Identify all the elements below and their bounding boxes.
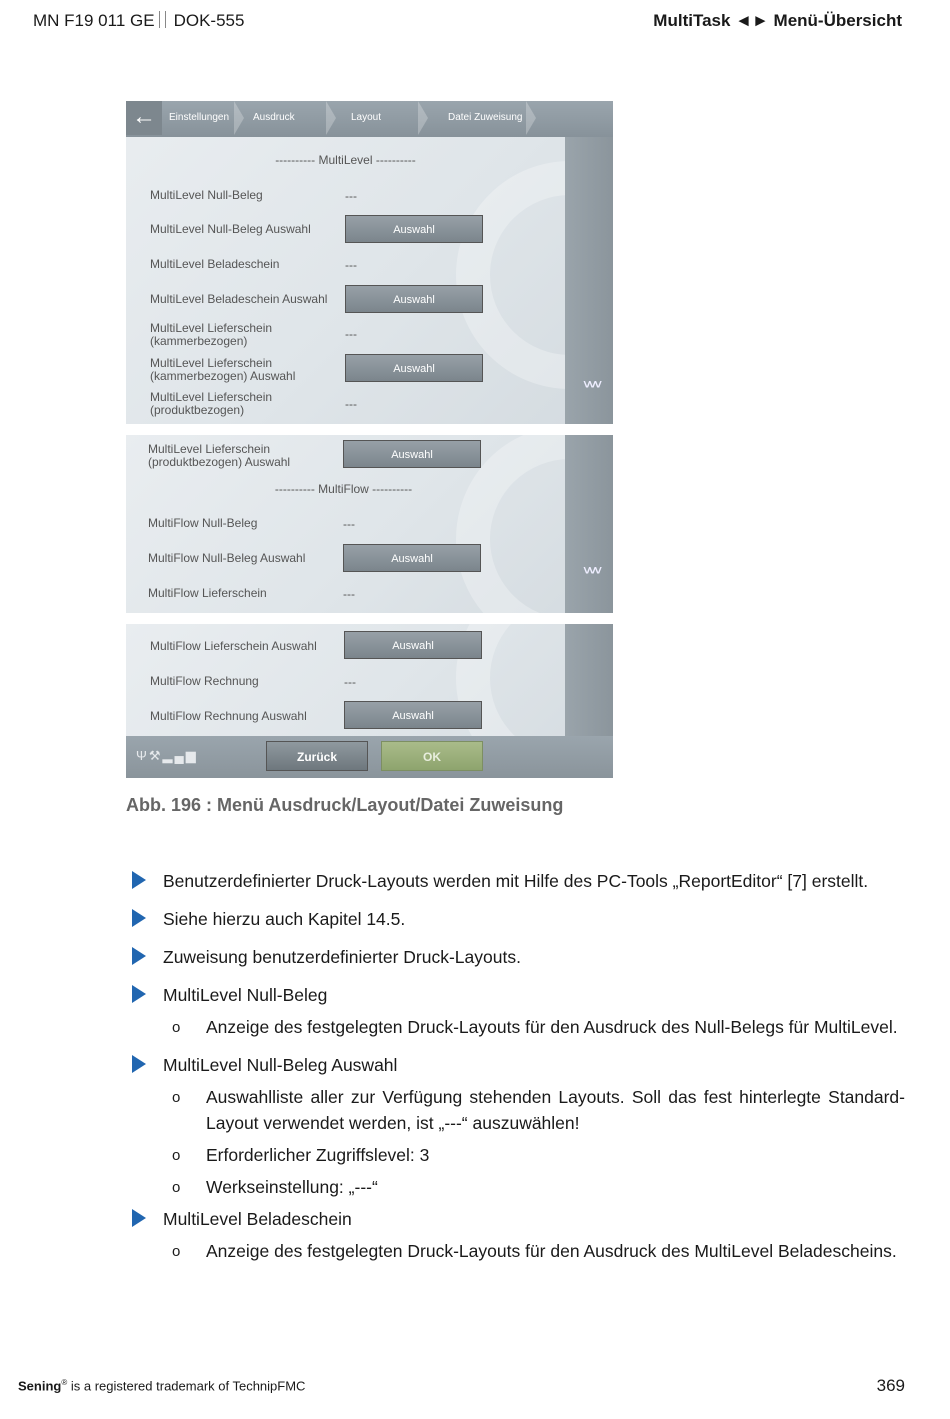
scrollbar[interactable] (565, 624, 613, 736)
breadcrumb-separator-icon (418, 101, 428, 135)
row-label: MultiLevel Lieferschein (produktbezogen) (150, 390, 273, 417)
row-label: MultiLevel Beladeschein Auswahl (150, 292, 328, 306)
scroll-down-icon[interactable]: ˅˅˅ (583, 377, 600, 392)
select-layout-button[interactable]: Auswahl (343, 544, 481, 572)
select-layout-button[interactable]: Auswahl (344, 701, 482, 729)
scrollbar[interactable] (565, 435, 613, 613)
bullet-triangle-icon (132, 985, 146, 1003)
row-label: MultiFlow Null-Beleg (148, 516, 258, 530)
scroll-down-icon[interactable]: ˅˅˅ (583, 563, 600, 578)
row-value: --- (345, 189, 357, 203)
row-label: MultiFlow Lieferschein Auswahl (150, 639, 317, 653)
select-layout-button[interactable]: Auswahl (343, 440, 481, 468)
doc-header-left (33, 11, 244, 31)
breadcrumb-item-einstellungen[interactable]: Einstellungen (169, 112, 230, 123)
status-icons (136, 748, 198, 764)
row-value: --- (343, 587, 355, 601)
bullet-triangle-icon (132, 871, 146, 889)
doc-code: MN F19 011 GE (33, 11, 155, 30)
screen-panel-multiflow (126, 435, 613, 613)
row-value: --- (343, 517, 355, 531)
page-number: 369 (876, 1376, 905, 1395)
doc-id: DOK-555 (173, 11, 245, 30)
row-label: MultiLevel Null-Beleg (150, 188, 263, 202)
figure-caption: Abb. 196 : Menü Ausdruck/Layout/Datei Zuweisung (126, 795, 564, 815)
breadcrumb-item-layout[interactable]: Layout (351, 112, 382, 123)
scrollbar[interactable] (565, 137, 613, 424)
breadcrumb-separator-icon (234, 101, 244, 135)
bullet-triangle-icon (132, 1055, 146, 1073)
usb-icon: Ψ (136, 748, 149, 763)
list-item: MultiLevel Null-Beleg (130, 982, 905, 1008)
list-item: Benutzerdefinierter Druck-Layouts werden mit Hilfe des PC-Tools „ReportEditor“ [7] erstellt. (130, 868, 905, 894)
row-label: MultiLevel Lieferschein (kammerbezogen) Auswahl (150, 356, 296, 383)
trademark-note: Sening® is a registered trademark of TechnipFMC (18, 1378, 306, 1394)
list-item: Zuweisung benutzerdefinierter Druck-Layouts. (130, 944, 905, 970)
back-button[interactable]: Zurück (266, 741, 368, 771)
row-label: MultiLevel Null-Beleg Auswahl (150, 222, 311, 236)
bullet-list (130, 868, 905, 1270)
breadcrumb (126, 101, 613, 137)
row-value: --- (345, 258, 357, 272)
doc-header-title: MultiTask ◄► Menü-Übersicht (653, 11, 902, 30)
screen-panel-multiflow-end (126, 624, 613, 778)
breadcrumb-separator-icon (326, 101, 336, 135)
row-value: --- (345, 327, 357, 341)
sub-list-item: o Werkseinstellung: „---“ (172, 1177, 378, 1197)
bullet-triangle-icon (132, 947, 146, 965)
screen-footer-bar (126, 736, 613, 778)
sub-list-item: o Anzeige des festgelegten Druck-Layouts für den Ausdruck des Null-Belegs für MultiLevel. (172, 1017, 898, 1037)
breadcrumb-item-ausdruck[interactable]: Ausdruck (253, 112, 295, 123)
select-layout-button[interactable]: Auswahl (345, 215, 483, 243)
ok-button[interactable]: OK (381, 741, 483, 771)
section-heading-multiflow: ---------- MultiFlow ---------- (274, 482, 413, 496)
row-label: MultiLevel Beladeschein (150, 257, 280, 271)
back-arrow-icon[interactable]: ← (126, 101, 162, 135)
section-heading-multilevel: ---------- MultiLevel ---------- (275, 153, 416, 167)
list-item: MultiLevel Null-Beleg Auswahl (130, 1052, 905, 1078)
row-label: MultiFlow Rechnung (150, 674, 259, 688)
breadcrumb-separator-icon (526, 101, 536, 135)
select-layout-button[interactable]: Auswahl (345, 285, 483, 313)
row-value: --- (344, 675, 356, 689)
row-label: MultiLevel Lieferschein (produktbezogen) Auswahl (148, 442, 291, 469)
select-layout-button[interactable]: Auswahl (345, 354, 483, 382)
list-item: Siehe hierzu auch Kapitel 14.5. (130, 906, 905, 932)
list-item: MultiLevel Beladeschein (130, 1206, 905, 1232)
sub-list-item: o Erforderlicher Zugriffslevel: 3 (172, 1145, 430, 1165)
breadcrumb-item-datei-zuweisung: Datei Zuweisung (448, 112, 523, 123)
header-separator (159, 11, 166, 28)
screen-panel-multilevel (126, 101, 613, 424)
row-label: MultiFlow Rechnung Auswahl (150, 709, 307, 723)
sub-list-item: o Auswahlliste aller zur Verfügung stehenden Layouts. Soll das fest hinterlegte Standard-Layout verwendet werden, ist „---“ auszuwählen! (172, 1087, 905, 1133)
tools-icon: ⚒ (148, 748, 163, 763)
bullet-triangle-icon (132, 1209, 146, 1227)
sub-list-item: o Anzeige des festgelegten Druck-Layouts für den Ausdruck des MultiLevel Beladescheins. (172, 1241, 897, 1261)
bullet-triangle-icon (132, 909, 146, 927)
row-label: MultiFlow Null-Beleg Auswahl (148, 551, 306, 565)
row-label: MultiLevel Lieferschein (kammerbezogen) (150, 321, 273, 348)
row-label: MultiFlow Lieferschein (148, 586, 267, 600)
row-value: --- (345, 397, 357, 411)
select-layout-button[interactable]: Auswahl (344, 631, 482, 659)
signal-icon: ▂▄▆ (162, 748, 198, 763)
